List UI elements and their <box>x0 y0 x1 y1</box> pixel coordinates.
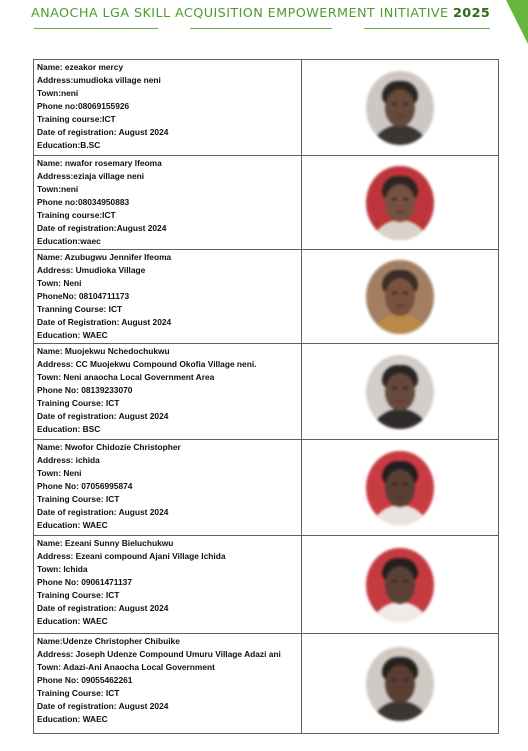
record-details <box>34 344 302 440</box>
passport-photo <box>366 71 434 145</box>
record-row <box>34 60 499 156</box>
record-field: Training course:ICT <box>37 114 116 124</box>
record-field: Date of registration: August 2024 <box>37 701 169 711</box>
record-field: Phone No: 08139233070 <box>37 385 133 395</box>
header-title-text: ANAOCHA LGA SKILL ACQUISITION EMPOWERMENT INITIATIVE <box>31 6 449 21</box>
record-field: Education: WAEC <box>37 330 108 340</box>
record-field: Address:umudioka village neni <box>37 75 161 85</box>
record-field: Date of registration: August 2024 <box>37 411 169 421</box>
record-field: Town: Ichida <box>37 564 88 574</box>
photo-cell <box>302 440 499 536</box>
record-field: Name: nwafor rosemary Ifeoma <box>37 158 162 168</box>
record-row <box>34 536 499 634</box>
photo-cell <box>302 250 499 344</box>
record-field: Training Course: ICT <box>37 590 120 600</box>
record-field: Town: Adazi-Ani Anaocha Local Government <box>37 662 215 672</box>
passport-photo <box>366 451 434 525</box>
record-field: Name:Udenze Christopher Chibuike <box>37 636 180 646</box>
header-divider-left <box>34 28 158 29</box>
record-row <box>34 634 499 734</box>
record-field: Education: WAEC <box>37 616 108 626</box>
record-field: Town: Neni <box>37 278 82 288</box>
record-details <box>34 440 302 536</box>
record-field: Address: ichida <box>37 455 100 465</box>
record-row <box>34 440 499 536</box>
photo-cell <box>302 536 499 634</box>
passport-photo <box>366 548 434 622</box>
record-field: Name: Nwofor Chidozie Christopher <box>37 442 181 452</box>
record-row <box>34 250 499 344</box>
record-field: Date of registration: August 2024 <box>37 127 169 137</box>
record-field: Date of registration:August 2024 <box>37 223 167 233</box>
record-field: Education:B.SC <box>37 140 101 150</box>
header-divider-right <box>364 28 490 29</box>
record-details <box>34 634 302 734</box>
photo-cell <box>302 344 499 440</box>
photo-cell <box>302 634 499 734</box>
header-year: 2025 <box>452 6 491 21</box>
record-details <box>34 156 302 250</box>
records-body <box>34 60 499 734</box>
passport-photo <box>366 260 434 334</box>
record-field: Date of registration: August 2024 <box>37 603 169 613</box>
record-field: Town:neni <box>37 184 79 194</box>
record-field: Town: Neni anaocha Local Government Area <box>37 372 215 382</box>
record-field: Training Course: ICT <box>37 688 120 698</box>
record-field: Tranning Course: ICT <box>37 304 123 314</box>
record-field: Address: Umudioka Village <box>37 265 146 275</box>
record-field: Name: Azubugwu Jennifer Ifeoma <box>37 252 172 262</box>
record-details <box>34 60 302 156</box>
record-field: Education: WAEC <box>37 520 108 530</box>
header-divider-center <box>190 28 332 29</box>
record-field: Date of Registration: August 2024 <box>37 317 172 327</box>
record-field: Phone No: 09055462261 <box>37 675 133 685</box>
record-field: Training Course: ICT <box>37 494 120 504</box>
record-field: Date of registration: August 2024 <box>37 507 169 517</box>
record-field: Name: ezeakor mercy <box>37 62 124 72</box>
record-field: Address: Joseph Udenze Compound Umuru Village Adazi ani <box>37 649 281 659</box>
record-field: Phone No: 07056995874 <box>37 481 133 491</box>
photo-cell <box>302 60 499 156</box>
passport-photo <box>366 355 434 429</box>
record-row <box>34 344 499 440</box>
record-field: Phone no:08034950883 <box>37 197 130 207</box>
record-field: Education: BSC <box>37 424 101 434</box>
record-field: Education: WAEC <box>37 714 108 724</box>
record-field: Town:neni <box>37 88 79 98</box>
record-field: Training course:ICT <box>37 210 116 220</box>
record-field: Phone No: 09061471137 <box>37 577 132 587</box>
record-field: Name: Muojekwu Nchedochukwu <box>37 346 170 356</box>
passport-photo <box>366 166 434 240</box>
record-row <box>34 156 499 250</box>
record-field: Name: Ezeani Sunny Bieluchukwu <box>37 538 174 548</box>
record-field: PhoneNo: 08104711173 <box>37 291 130 301</box>
record-field: Town: Neni <box>37 468 82 478</box>
records-table <box>33 59 499 734</box>
record-field: Address: Ezeani compound Ajani Village Ichida <box>37 551 226 561</box>
record-field: Phone no:08069155926 <box>37 101 130 111</box>
record-field: Education:waec <box>37 236 101 246</box>
passport-photo <box>366 647 434 721</box>
photo-cell <box>302 156 499 250</box>
record-details <box>34 536 302 634</box>
record-details <box>34 250 302 344</box>
record-field: Address:eziaja village neni <box>37 171 145 181</box>
record-field: Address: CC Muojekwu Compound Okofia Village neni. <box>37 359 257 369</box>
page-header <box>31 6 511 21</box>
record-field: Training Course: ICT <box>37 398 120 408</box>
